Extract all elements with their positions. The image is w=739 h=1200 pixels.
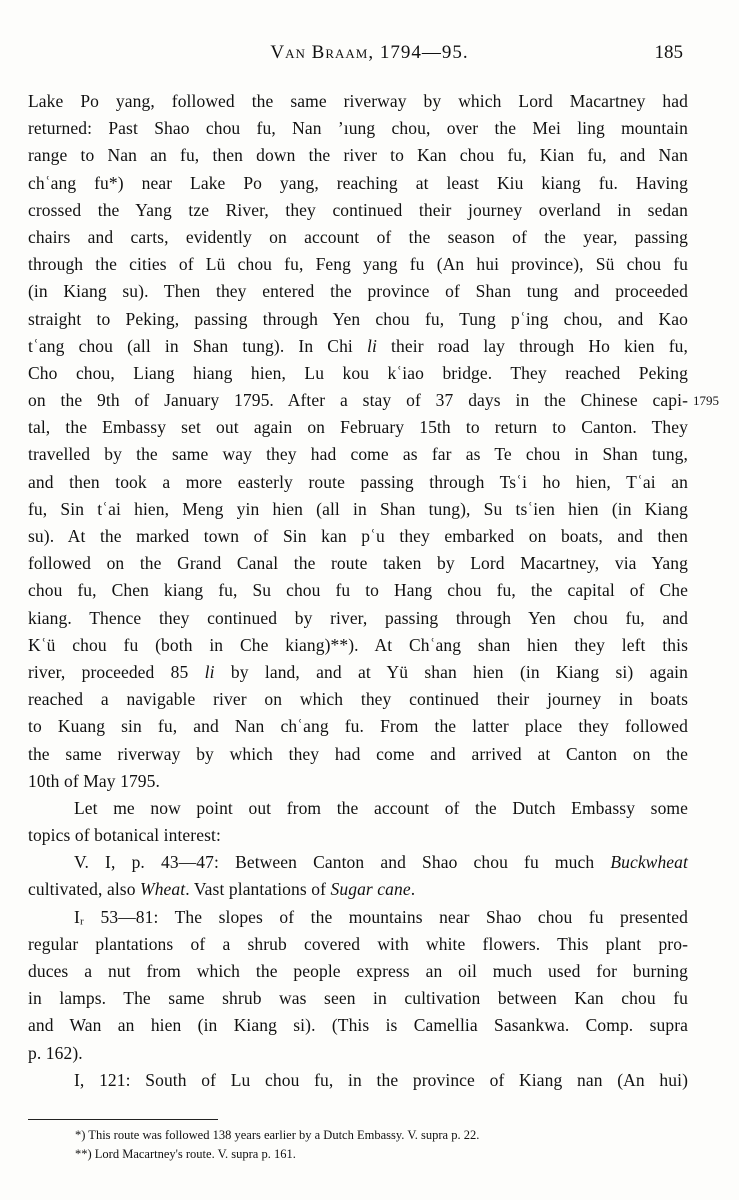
text-line: and then took a more easterly route passing through Tsʿi ho hien, Tʿai an: [28, 471, 688, 492]
text-line: Kʿü chou fu (both in Che kiang)**). At Chʿang shan hien they left this: [28, 634, 688, 655]
text-line: Lake Po yang, followed the same riverway by which Lord Macartney had: [28, 91, 688, 111]
text-line: tʿang chou (all in Shan tung). In Chi li their road lay through Ho kien fu,: [28, 335, 688, 356]
text-line: chʿang fu*) near Lake Po yang, reaching at least Kiu kiang fu. Having: [28, 172, 688, 193]
text-line: river, proceeded 85 li by land, and at Yü shan hien (in Kiang si) again: [28, 661, 688, 682]
running-title: Van Braam, 1794—95.: [270, 42, 469, 63]
text-line: the same riverway by which they had come and arrived at Canton on the: [28, 743, 688, 764]
footnote: **) Lord Macartney's route. V. supra p. 161.: [75, 1147, 296, 1161]
text-line: I, 121: South of Lu chou fu, in the province of Kiang nan (An hui): [74, 1069, 688, 1090]
text-line: and Wan an hien (in Kiang si). (This is Camellia Sasankwa. Comp. supra: [28, 1015, 688, 1036]
text-line: (in Kiang su). Then they entered the province of Shan tung and proceeded: [28, 281, 688, 302]
text-line: through the cities of Lü chou fu, Feng yang fu (An hui province), Sü chou fu: [28, 254, 688, 275]
text-line: in lamps. The same shrub was seen in cultivation between Kan chou fu: [28, 988, 688, 1009]
text-line: cultivated, also Wheat. Vast plantations of Sugar cane.: [28, 879, 416, 900]
body-text: [28, 88, 688, 1094]
text-line: on the 9th of January 1795. After a stay of 37 days in the Chinese capi-: [28, 390, 688, 411]
text-line: V. I, p. 43—47: Between Canton and Shao chou fu much Buckwheat: [74, 852, 688, 873]
text-line: crossed the Yang tze River, they continued their journey overland in sedan: [28, 199, 688, 220]
text-line: travelled by the same way they had come as far as Te chou in Shan tung,: [28, 444, 688, 465]
text-line: topics of botanical interest:: [28, 825, 221, 846]
text-line: tal, the Embassy set out again on February 15th to return to Canton. They: [28, 417, 688, 438]
text-line: Let me now point out from the account of the Dutch Embassy some: [74, 797, 688, 818]
text-line: su). At the marked town of Sin kan pʿu they embarked on boats, and then: [28, 526, 688, 546]
text-line: to Kuang sin fu, and Nan chʿang fu. From the latter place they followed: [28, 716, 688, 737]
text-line: followed on the Grand Canal the route taken by Lord Macartney, via Yang: [28, 553, 688, 574]
text-line: returned: Past Shao chou fu, Nan ’ıung chou, over the Mei ling mountain: [28, 118, 688, 139]
text-line: p. 162).: [28, 1042, 83, 1063]
text-line: range to Nan an fu, then down the river to Kan chou fu, Kian fu, and Nan: [28, 145, 688, 166]
text-line: 10th of May 1795.: [28, 770, 160, 791]
text-line: Iᵣ 53—81: The slopes of the mountains near Shao chou fu presented: [74, 906, 688, 927]
footnote-rule: [28, 1119, 218, 1120]
text-line: kiang. Thence they continued by river, passing through Yen chou fu, and: [28, 607, 688, 628]
running-head: [0, 42, 739, 72]
footnotes: [75, 1126, 695, 1164]
text-line: Cho chou, Liang hiang hien, Lu kou kʿiao bridge. They reached Peking: [28, 362, 688, 383]
text-line: regular plantations of a shrub covered with white flowers. This plant pro-: [28, 933, 688, 954]
text-line: chou fu, Chen kiang fu, Su chou fu to Hang chou fu, the capital of Che: [28, 580, 688, 601]
text-line: straight to Peking, passing through Yen chou fu, Tung pʿing chou, and Kao: [28, 308, 688, 329]
text-line: duces a nut from which the people express an oil much used for burning: [28, 961, 688, 981]
text-line: reached a navigable river on which they continued their journey in boats: [28, 689, 688, 710]
footnote: *) This route was followed 138 years earlier by a Dutch Embassy. V. supra p. 22.: [75, 1128, 480, 1142]
text-line: chairs and carts, evidently on account of the season of the year, passing: [28, 226, 688, 247]
margin-year-note: 1795: [693, 393, 719, 409]
text-line: fu, Sin tʿai hien, Meng yin hien (all in Shan tung), Su tsʿien hien (in Kiang: [28, 498, 688, 519]
page-number: 185: [654, 42, 683, 63]
